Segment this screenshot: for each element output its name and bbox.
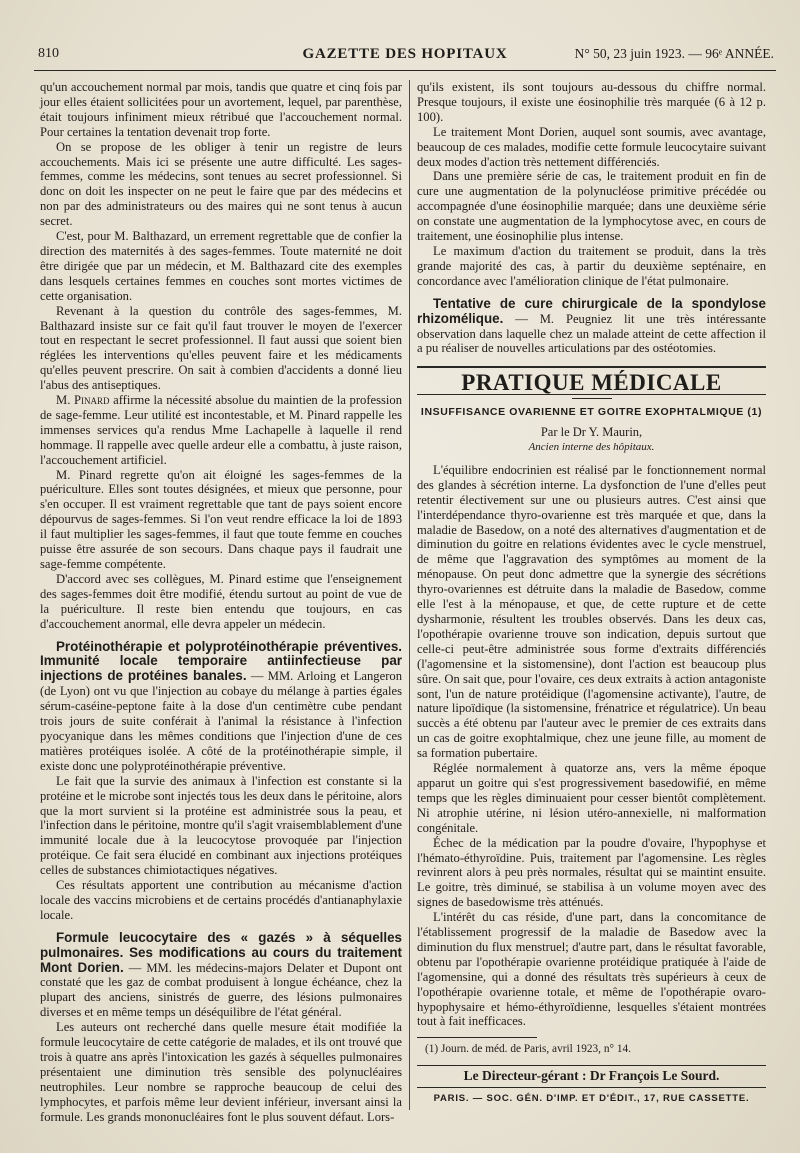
- paragraph-text: — MM. les médecins-majors Delater et Dupont ont constaté que les gaz de combat produisent à longue échéance, chez la plupart des anciens, sinistrés de guerre, des lésions pulmonaires diverses et en même temps un déséquilibre de l'état général.: [40, 960, 402, 1020]
- section-heading: Protéinothérapie et polyprotéinothérapie préventives. Immunité locale temporaire antiinfectieuse par injections de protéines banales.: [40, 638, 402, 684]
- paragraph: Dans une première série de cas, le traitement produit en fin de cure une augmentation de la polynucléose primitive précédée ou accompagnée d'une éosinophilie marquée; dans une deuxième série on constate une augmentation de la lymphocytose avec, en cours de traitement, une éosinophilie plus intense.: [417, 169, 766, 244]
- paragraph: Revenant à la question du contrôle des sages-femmes, M. Balthazard insiste sur ce fait qu'il faut trouver le moyen de l'exercer tout en respectant le secret professionnel. Il faut aussi que soient bien réglées les interventions qu'elles peuvent faire et les médicaments qu'elles peuvent prescrire. On sait à combien d'accidents a donné lieu l'abus des antiseptiques.: [40, 303, 402, 393]
- footnote-rule: [417, 1037, 537, 1038]
- paragraph-text: affirme la nécessité absolue du maintien de la profession de sage-femme. Leur utilité est incontestable, et M. Pinard rappelle les immenses services qu'a rendus Mme Lachapelle à laquelle il rend hommage. Il rappelle avec quelle ardeur elle a combattu, à juste raison, l'accouchement artificiel.: [40, 393, 403, 467]
- paragraph: L'équilibre endocrinien est réalisé par le fonctionnement normal des glandes à sécrétion interne. La dysfonction de l'une d'elles peut retentir électivement sur une ou plusieurs autres. C'est ainsi que l'interdépendance thyro-ovarienne est très marquée et que, dans la maladie de Basedow, on a noté des alternatives d'augmentation et de diminution du goitre en relations évidentes avec le cycle menstruel, de même que l'aggravation des symptômes au moment de la ménopause. On peut donc admettre que la synergie des sécrétions thyro-ovariennes est détruite dans la maladie de Basedow, comme elle l'est à la ménopause, et que, de cette rupture et de cette dysharmonie, résultent les troubles observés. Dans les deux cas, l'opothérapie ovarienne trouve son indication, depuis surtout que celle-ci peut-être administrée sous forme d'extraits différenciés (l'agomensine et la sistomensine), dont l'action est beaucoup plus sûre. On sait que, pour l'ovaire, ces deux extraits à action antagoniste sont, l'un de nature protéidique (l'agomensine activante), l'autre, de nature lipoïdique (la sistomensine, frénatrice et régulatrice). Un beau succès a été obtenu par l'auteur avec le premier de ces extraits dans un cas de goitre exophtalmique, chez une jeune fille, au moment de sa formation pubertaire.: [417, 462, 766, 761]
- left-column: [40, 80, 402, 1125]
- journal-title: GAZETTE DES HOPITAUX: [302, 46, 508, 62]
- paragraph-text: — M. Peugniez lit une très intéressante observation dans laquelle chez un malade atteint de cette affection il a pu réaliser de nouvelles articulations par des ostéotomies.: [417, 311, 766, 356]
- paragraph: Échec de la médication par la poudre d'ovaire, l'hypophyse et l'hémato-éthyroïdine. Puis, traitement par l'agomensine. Les règles revinrent alors à peu près normales, résultat qui se maintint ensuite. Le goitre, très diminué, se stabilisa à un volume moyen avec des signes de basedowisme très atténués.: [417, 835, 766, 910]
- paragraph: Le maximum d'action du traitement se produit, dans la très grande majorité des cas, à partir du deuxième septénaire, en concordance avec l'amélioration clinique de l'état pulmonaire.: [417, 243, 766, 288]
- paragraph: Réglée normalement à quatorze ans, vers la même époque apparut un goitre qui s'est progressivement basedowifié, en même temps que les règles diminuaient pour cesser bientôt complètement. Ni atrophie utérine, ni lésion utéro-annexielle, ni malformation congénitale.: [417, 761, 766, 835]
- section-paragraph: [40, 931, 402, 1020]
- paragraph: [40, 393, 402, 468]
- paragraph: Les auteurs ont recherché dans quelle mesure était modifiée la formule leucocytaire de cette catégorie de malades, et ils ont trouvé que trois à quatre ans après l'intoxication les gazés à séquelles pulmonaires présentaient une diminution très sensible des polynucléaires neutrophiles. Leur nombre se rapproche beaucoup de celui des lymphocytes, et parfois même leur devient inférieur, inversant ainsi la formule. Les grands mononucléaires font le plus souvent défaut. Lors-: [40, 1020, 402, 1124]
- byline-role: Ancien interne des hôpitaux.: [528, 441, 655, 454]
- section-heading: Formule leucocytaire des « gazés » à séquelles pulmonaires. Ses modifications au cours du traitement Mont Dorien.: [40, 929, 402, 975]
- section-paragraph: [417, 297, 766, 357]
- paragraph: L'intérêt du cas réside, d'une part, dans la concomitance de l'établissement progressif de la maladie de Basedow avec la diminution du flux menstruel; d'autre part, dans le résultat favorable, obtenu par l'opothérapie ovarienne protéidique pratiquée à l'aide de l'agomensine, qui a donné des résultats très supérieurs à ceux de l'opothérapie ovarienne totale, et même de l'opothérapie ovaro-hypophysaire et hémo-éthyroïdienne, lesquelles s'étaient montrées tout à fait inefficaces.: [417, 910, 766, 1029]
- page-header: [34, 44, 776, 71]
- section-paragraph: [40, 640, 402, 774]
- printer-line: PARIS. — SOC. GÉN. D'IMP. ET D'ÉDIT., 17, RUE CASSETTE.: [433, 1093, 750, 1105]
- paragraph: On se propose de les obliger à tenir un registre de leurs accouchements. Mais ici se présente une autre difficulté. Les sages-femmes, comme les médecins, sont tenues au secret professionnel. Si donc on doit les inspecter on ne peut le faire que par des médecins et non par des administrateurs ou des maires qui ne sont tenus à aucun secret.: [40, 139, 402, 229]
- right-column: [417, 80, 766, 1107]
- divider: [572, 398, 612, 399]
- speaker-name: M. Pinard: [56, 393, 110, 408]
- paragraph: D'accord avec ses collègues, M. Pinard estime que l'enseignement des sages-femmes doit être modifié, étendu surtout au point de vue de la puériculture. Il reste bien entendu que toujours, en cas d'accouchement anormal, elle devra appeler un médecin.: [40, 571, 402, 631]
- director-line: Le Directeur-gérant : Dr François Le Sourd.: [417, 1065, 766, 1088]
- paragraph-text: — MM. Arloing et Langeron (de Lyon) ont vu que l'injection au cobaye du mélange à parties égales sérum-caséine-peptone faite à la dose d'un centimètre cube pendant trois jours de suite conférait à l'animal la résistance à l'infection pyocyanique dans les mêmes conditions que l'injection d'une de ces matières protéiques isolée. A côté de la protéinothérapie simple, il existe donc une polyprotéinothérapie préventive.: [40, 669, 402, 773]
- paragraph: qu'un accouchement normal par mois, tandis que quatre et cinq fois par jour elles étaient sollicitées pour un avortement, lequel, par parenthèse, était toujours infiniment mieux rétribué que l'accouchement normal. Pour certaines la tentation devenait trop forte.: [40, 80, 402, 139]
- section-heading: Tentative de cure chirurgicale de la spondylose rhizomélique.: [417, 295, 766, 326]
- paragraph: M. Pinard regrette qu'on ait éloigné les sages-femmes de la puériculture. Elles sont toutes désignées, et mieux que personne, pour s'en occuper. Il est vraiment regrettable que tant de pays soient encore dépourvus de sages-femmes. Si l'on veut rendre efficace la loi de 1893 il faut multiplier les sages-femmes, il faut que toute femme en couches puisse être assurée de son secours. Dans chaque pays il faudrait une sage-femme compétente.: [40, 467, 402, 571]
- paragraph: C'est, pour M. Balthazard, un errement regrettable que de confier la direction des maternités à des sages-femmes. Toute maternité ne doit être dirigée que par un médecin, et M. Balthazard cite des exemples dans lesquels certaines femmes en couches sont mortes victimes de cette organisation.: [40, 229, 402, 303]
- article-title: INSUFFISANCE OVARIENNE ET GOITRE EXOPHTALMIQUE (1): [420, 406, 763, 419]
- issue-info: N° 50, 23 juin 1923. — 96ᵉ ANNÉE.: [574, 46, 774, 61]
- column-divider: [409, 80, 410, 1110]
- paragraph: Ces résultats apportent une contribution au mécanisme d'action locale des vaccins microbiens et de certains procédés d'antianaphylaxie locale.: [40, 878, 402, 922]
- paragraph: Le fait que la survie des animaux à l'infection est constante si la protéine et le microbe sont injectés tous les deux dans le péritoine, alors que la mort survient si la protéine est administrée sous la peau, et l'infection dans le péritoine, montre qu'il s'agit vraisemblablement d'une immunité locale due à la leucocytose provoquée par l'injection protéique. Ce fait sera élucidé en combinant aux injections protéiques celles de substances chimiotactiques négatives.: [40, 773, 402, 878]
- paragraph: qu'ils existent, ils sont toujours au-dessous du chiffre normal. Presque toujours, il existe une éosinophilie très marquée (6 à 12 p. 100).: [417, 80, 766, 124]
- section-title: PRATIQUE MÉDICALE: [417, 366, 766, 395]
- byline: Par le Dr Y. Maurin,: [540, 425, 643, 440]
- paragraph: Le traitement Mont Dorien, auquel sont soumis, avec avantage, beaucoup de ces malades, modifie cette formule leucocytaire suivant deux modes d'action très nettement différenciés.: [417, 124, 766, 169]
- footnote: (1) Journ. de méd. de Paris, avril 1923, n° 14.: [425, 1043, 631, 1056]
- page-number: 810: [38, 46, 59, 61]
